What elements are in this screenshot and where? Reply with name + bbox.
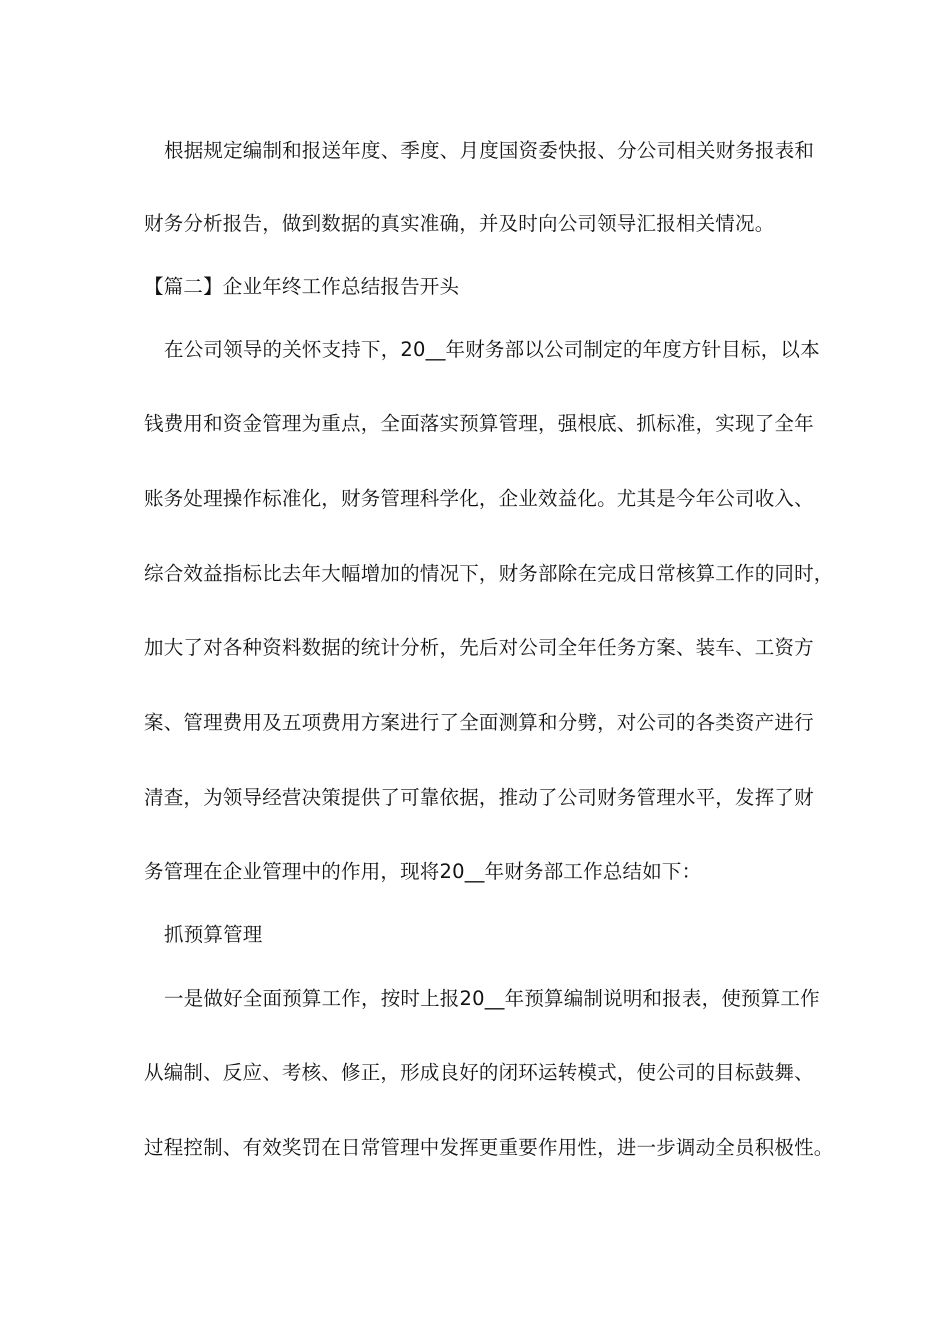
subsection-heading: 抓预算管理	[164, 923, 263, 946]
paragraph-line-8: 案、管理费用及五项费用方案进行了全面测算和分劈，对公司的各类资产进行	[144, 711, 814, 734]
section-heading: 【篇二】企业年终工作总结报告开头	[144, 275, 460, 298]
paragraph-line-12: 从编制、反应、考核、修正，形成良好的闭环运转模式，使公司的目标鼓舞、	[144, 1061, 814, 1084]
paragraph-line-4: 钱费用和资金管理为重点，全面落实预算管理，强根底、抓标准，实现了全年	[144, 412, 814, 435]
paragraph-line-5: 账务处理操作标准化，财务管理科学化，企业效益化。尤其是今年公司收入、	[144, 487, 814, 510]
paragraph-line-9: 清查，为领导经营决策提供了可靠依据，推动了公司财务管理水平，发挥了财	[144, 786, 814, 809]
paragraph-line-13: 过程控制、有效奖罚在日常管理中发挥更重要作用性，进一步调动全员积极性。	[144, 1136, 834, 1159]
paragraph-line-1: 根据规定编制和报送年度、季度、月度国资委快报、分公司相关财务报表和	[164, 139, 815, 162]
paragraph-line-6: 综合效益指标比去年大幅增加的情况下，财务部除在完成日常核算工作的同时，	[144, 562, 834, 585]
paragraph-line-10: 务管理在企业管理中的作用，现将20__年财务部工作总结如下：	[144, 860, 702, 883]
paragraph-line-11: 一是做好全面预算工作，按时上报20__年预算编制说明和报表，使预算工作	[164, 987, 820, 1010]
paragraph-line-2: 财务分析报告，做到数据的真实准确，并及时向公司领导汇报相关情况。	[144, 212, 775, 235]
paragraph-line-3: 在公司领导的关怀支持下，20__年财务部以公司制定的年度方针目标，以本	[164, 338, 820, 361]
paragraph-line-7: 加大了对各种资料数据的统计分析，先后对公司全年任务方案、装车、工资方	[144, 636, 814, 659]
